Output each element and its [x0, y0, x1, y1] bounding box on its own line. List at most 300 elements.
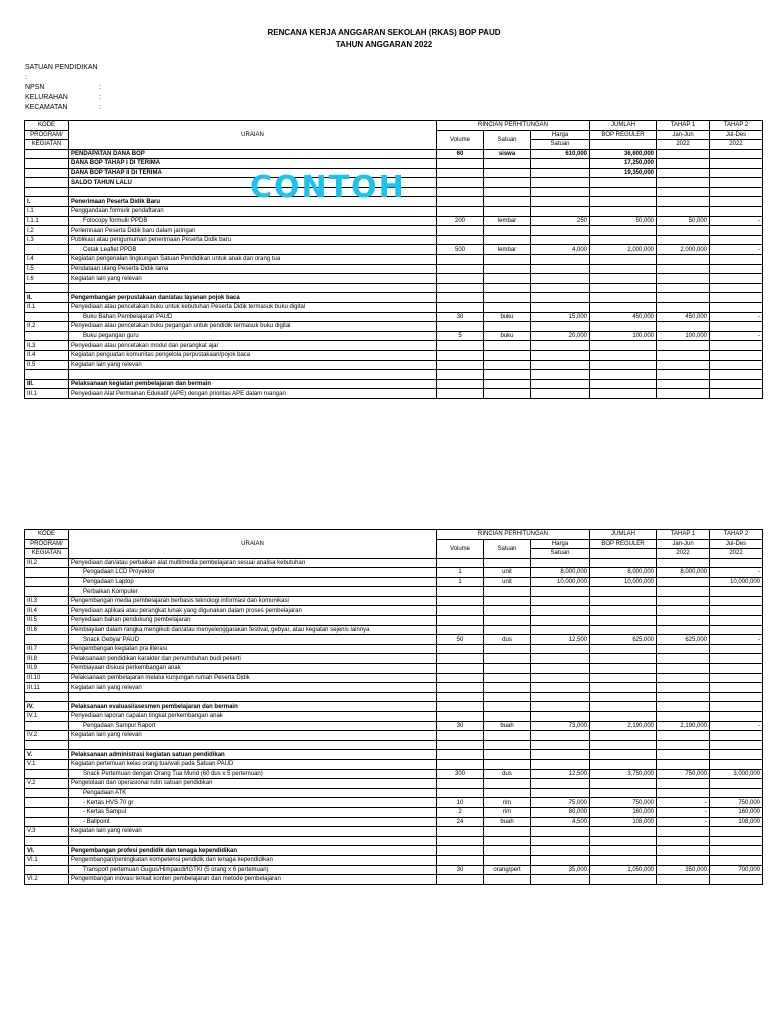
cell-tahap1 — [657, 779, 710, 789]
cell-tahap2 — [710, 264, 763, 274]
cell-uraian: Pengembangan kegiatan pra literasi — [69, 644, 437, 654]
cell-harga — [531, 683, 590, 693]
cell-volume — [437, 587, 484, 597]
cell-tahap1 — [657, 875, 710, 885]
cell-tahap1 — [657, 207, 710, 217]
cell-jumlah — [590, 779, 657, 789]
cell-tahap1: 450,000 — [657, 312, 710, 322]
cell-harga — [531, 226, 590, 236]
table-row — [25, 721, 763, 731]
table-row — [25, 360, 763, 370]
cell-volume — [437, 341, 484, 351]
table-row — [25, 865, 763, 875]
cell-jumlah — [590, 596, 657, 606]
cell-kode: V. — [25, 750, 69, 760]
cell-tahap2 — [710, 187, 763, 197]
cell-uraian: Penyediaan laporan capaian tingkat perkembangan anak — [69, 712, 437, 722]
table-row — [25, 731, 763, 741]
cell-uraian: Penyediaan atau pencetakan buku untuk kebutuhan Peserta Didik termasuk buku digital — [69, 303, 437, 313]
cell-jumlah: 108,000 — [590, 817, 657, 827]
header-tahap1: TAHAP 1 — [657, 121, 710, 131]
cell-satuan — [484, 625, 531, 635]
cell-volume: 2 — [437, 807, 484, 817]
cell-tahap1 — [657, 692, 710, 702]
cell-tahap2 — [710, 207, 763, 217]
cell-volume: 30 — [437, 865, 484, 875]
cell-jumlah: 3,750,000 — [590, 769, 657, 779]
table-row — [25, 149, 763, 159]
cell-tahap1: 8,000,000 — [657, 568, 710, 578]
cell-tahap1 — [657, 750, 710, 760]
cell-jumlah — [590, 616, 657, 626]
cell-volume — [437, 750, 484, 760]
cell-satuan — [484, 673, 531, 683]
cell-kode — [25, 692, 69, 702]
cell-jumlah — [590, 207, 657, 217]
cell-jumlah: 8,000,000 — [590, 568, 657, 578]
table-row — [25, 235, 763, 245]
cell-tahap2 — [710, 788, 763, 798]
cell-jumlah — [590, 702, 657, 712]
cell-tahap2: - — [710, 635, 763, 645]
cell-kode — [25, 312, 69, 322]
cell-tahap1 — [657, 322, 710, 332]
cell-harga: 250 — [531, 216, 590, 226]
cell-harga — [531, 379, 590, 389]
cell-tahap2 — [710, 616, 763, 626]
cell-jumlah — [590, 264, 657, 274]
cell-satuan — [484, 197, 531, 207]
cell-jumlah: 19,350,000 — [590, 168, 657, 178]
cell-volume: 24 — [437, 817, 484, 827]
cell-tahap2: 750,000 — [710, 798, 763, 808]
cell-tahap2: - — [710, 331, 763, 341]
cell-uraian: Kegiatan lain yang relevan — [69, 683, 437, 693]
table-row — [25, 245, 763, 255]
cell-uraian: DANA BOP TAHAP I DI TERIMA — [69, 159, 437, 169]
cell-tahap2 — [710, 178, 763, 188]
cell-volume — [437, 875, 484, 885]
cell-kode: I. — [25, 197, 69, 207]
cell-uraian: - Kertas HVS 70 gr — [69, 798, 437, 808]
cell-satuan: lembar — [484, 216, 531, 226]
cell-harga — [531, 673, 590, 683]
cell-jumlah — [590, 178, 657, 188]
cell-uraian: Pembiayaan dalam rangka mengikuti dan/atau menyelenggarakan festival, gebyar, atau kegiatan sejenis lainnya — [69, 625, 437, 635]
cell-kode: I.5 — [25, 264, 69, 274]
cell-tahap1 — [657, 197, 710, 207]
cell-tahap1 — [657, 712, 710, 722]
cell-tahap2 — [710, 197, 763, 207]
cell-uraian: Pelaksanaan pendidikan karakter dan penumbuhan budi pekerti — [69, 654, 437, 664]
cell-tahap1 — [657, 264, 710, 274]
cell-kode — [25, 817, 69, 827]
cell-harga — [531, 759, 590, 769]
cell-jumlah — [590, 226, 657, 236]
cell-tahap2: 3,000,000 — [710, 769, 763, 779]
cell-tahap1 — [657, 159, 710, 169]
cell-harga — [531, 836, 590, 846]
cell-kode — [25, 568, 69, 578]
cell-harga — [531, 264, 590, 274]
cell-harga — [531, 702, 590, 712]
cell-kode — [25, 788, 69, 798]
cell-satuan — [484, 875, 531, 885]
table-row — [25, 558, 763, 568]
cell-satuan — [484, 370, 531, 380]
cell-tahap2 — [710, 389, 763, 399]
cell-volume — [437, 350, 484, 360]
cell-satuan: buku — [484, 331, 531, 341]
cell-harga — [531, 370, 590, 380]
cell-harga: 10,000,000 — [531, 577, 590, 587]
meta-kecamatan: KECAMATAN : — [25, 104, 101, 111]
cell-tahap2 — [710, 168, 763, 178]
cell-volume: 300 — [437, 769, 484, 779]
cell-tahap2 — [710, 350, 763, 360]
cell-tahap1 — [657, 616, 710, 626]
cell-kode — [25, 865, 69, 875]
cell-tahap2 — [710, 370, 763, 380]
table-row — [25, 836, 763, 846]
table-row — [25, 740, 763, 750]
table-row — [25, 875, 763, 885]
cell-tahap1 — [657, 255, 710, 265]
cell-volume — [437, 168, 484, 178]
cell-harga — [531, 616, 590, 626]
cell-tahap1 — [657, 788, 710, 798]
cell-tahap2 — [710, 673, 763, 683]
cell-tahap2 — [710, 664, 763, 674]
header-kode: KODE — [25, 530, 69, 540]
cell-volume — [437, 788, 484, 798]
cell-uraian: Pelaksanaan kegiatan pembelajaran dan bermain — [69, 379, 437, 389]
cell-harga: 35,000 — [531, 865, 590, 875]
cell-volume — [437, 370, 484, 380]
cell-harga — [531, 654, 590, 664]
cell-jumlah: 2,190,000 — [590, 721, 657, 731]
cell-kode: II. — [25, 293, 69, 303]
cell-satuan — [484, 303, 531, 313]
cell-harga — [531, 283, 590, 293]
cell-tahap2: - — [710, 216, 763, 226]
cell-harga: 4,000 — [531, 245, 590, 255]
cell-tahap1 — [657, 587, 710, 597]
cell-tahap1 — [657, 664, 710, 674]
header-jumlah: JUMLAH — [590, 121, 657, 131]
cell-volume — [437, 827, 484, 837]
cell-uraian: Kegiatan penguatan komunitas pengelola perpustakaan/pojok baca — [69, 350, 437, 360]
cell-volume: 60 — [437, 149, 484, 159]
table-row — [25, 644, 763, 654]
table-row — [25, 606, 763, 616]
cell-harga: 75,000 — [531, 798, 590, 808]
cell-volume: 5 — [437, 331, 484, 341]
cell-satuan — [484, 159, 531, 169]
cell-volume — [437, 779, 484, 789]
cell-volume — [437, 274, 484, 284]
cell-satuan — [484, 683, 531, 693]
cell-satuan: buah — [484, 817, 531, 827]
table-row — [25, 635, 763, 645]
cell-tahap2 — [710, 149, 763, 159]
cell-tahap1 — [657, 341, 710, 351]
cell-jumlah — [590, 731, 657, 741]
cell-satuan — [484, 264, 531, 274]
cell-volume: 1 — [437, 577, 484, 587]
cell-kode — [25, 798, 69, 808]
cell-satuan — [484, 379, 531, 389]
cell-harga — [531, 303, 590, 313]
table-row — [25, 855, 763, 865]
cell-jumlah — [590, 293, 657, 303]
cell-tahap2 — [710, 654, 763, 664]
cell-satuan — [484, 846, 531, 856]
cell-jumlah: 2,000,000 — [590, 245, 657, 255]
cell-volume — [437, 178, 484, 188]
cell-satuan — [484, 168, 531, 178]
table-row — [25, 331, 763, 341]
table-row — [25, 577, 763, 587]
cell-kode: II.5 — [25, 360, 69, 370]
cell-volume — [437, 664, 484, 674]
cell-jumlah — [590, 740, 657, 750]
cell-jumlah — [590, 625, 657, 635]
cell-jumlah: 450,000 — [590, 312, 657, 322]
cell-tahap2 — [710, 644, 763, 654]
cell-harga — [531, 322, 590, 332]
cell-harga — [531, 168, 590, 178]
cell-satuan — [484, 855, 531, 865]
header-tahap2: TAHAP 2 — [710, 530, 763, 540]
cell-tahap2 — [710, 255, 763, 265]
cell-uraian: Pengembangan/peningkatan kompetensi pendidik dan tenaga kependidikan — [69, 855, 437, 865]
cell-jumlah — [590, 379, 657, 389]
cell-tahap2: 160,000 — [710, 807, 763, 817]
cell-tahap1: 2,190,000 — [657, 721, 710, 731]
cell-kode: I.6 — [25, 274, 69, 284]
cell-satuan — [484, 664, 531, 674]
cell-harga — [531, 558, 590, 568]
cell-jumlah — [590, 846, 657, 856]
cell-uraian — [69, 370, 437, 380]
cell-kode: III.5 — [25, 616, 69, 626]
header-satuan: Satuan — [484, 130, 531, 149]
table-row — [25, 303, 763, 313]
identity-block — [25, 63, 101, 113]
cell-kode: III.10 — [25, 673, 69, 683]
cell-satuan — [484, 178, 531, 188]
cell-tahap1 — [657, 644, 710, 654]
table-row — [25, 587, 763, 597]
cell-kode — [25, 769, 69, 779]
cell-jumlah — [590, 759, 657, 769]
cell-kode: IV.1 — [25, 712, 69, 722]
cell-tahap2: 700,000 — [710, 865, 763, 875]
cell-kode: II.3 — [25, 341, 69, 351]
cell-kode: V.3 — [25, 827, 69, 837]
table-row — [25, 625, 763, 635]
cell-kode: III.8 — [25, 654, 69, 664]
cell-kode — [25, 245, 69, 255]
cell-jumlah — [590, 654, 657, 664]
cell-tahap1 — [657, 370, 710, 380]
cell-harga — [531, 197, 590, 207]
cell-tahap1 — [657, 360, 710, 370]
table-row — [25, 255, 763, 265]
cell-volume — [437, 692, 484, 702]
cell-harga — [531, 625, 590, 635]
table-row — [25, 683, 763, 693]
cell-kode — [25, 587, 69, 597]
table-row — [25, 750, 763, 760]
cell-satuan — [484, 207, 531, 217]
cell-kode: III.4 — [25, 606, 69, 616]
table-row — [25, 350, 763, 360]
cell-harga — [531, 606, 590, 616]
cell-uraian: Pengembangan media pembelajaran berbasis teknologi informasi dan komunikasi — [69, 596, 437, 606]
cell-satuan: unit — [484, 577, 531, 587]
cell-tahap2 — [710, 293, 763, 303]
cell-volume: 30 — [437, 312, 484, 322]
cell-harga — [531, 255, 590, 265]
header-rincian: RINCIAN PERHITUNGAN — [437, 121, 590, 131]
cell-kode: I.1 — [25, 207, 69, 217]
cell-tahap2 — [710, 750, 763, 760]
cell-volume — [437, 836, 484, 846]
cell-jumlah — [590, 836, 657, 846]
cell-volume — [437, 360, 484, 370]
cell-volume — [437, 625, 484, 635]
cell-jumlah — [590, 644, 657, 654]
cell-jumlah — [590, 322, 657, 332]
cell-harga — [531, 779, 590, 789]
cell-satuan: lembar — [484, 245, 531, 255]
cell-tahap1 — [657, 558, 710, 568]
cell-uraian: Penyediaan bahan pendukung pembelajaran — [69, 616, 437, 626]
cell-satuan — [484, 587, 531, 597]
cell-volume — [437, 187, 484, 197]
cell-harga — [531, 664, 590, 674]
cell-kode — [25, 836, 69, 846]
cell-volume — [437, 283, 484, 293]
cell-jumlah: 10,000,000 — [590, 577, 657, 587]
cell-jumlah — [590, 303, 657, 313]
cell-harga — [531, 178, 590, 188]
cell-jumlah — [590, 788, 657, 798]
cell-satuan — [484, 740, 531, 750]
cell-tahap2 — [710, 303, 763, 313]
cell-tahap1: 100,000 — [657, 331, 710, 341]
cell-kode — [25, 635, 69, 645]
cell-harga — [531, 731, 590, 741]
cell-volume — [437, 207, 484, 217]
cell-volume: 10 — [437, 798, 484, 808]
cell-tahap1: 350,000 — [657, 865, 710, 875]
cell-jumlah — [590, 389, 657, 399]
cell-uraian: Publikasi atau pengumuman penerimaan Peserta Didik baru — [69, 235, 437, 245]
cell-harga: 610,000 — [531, 149, 590, 159]
table-row — [25, 798, 763, 808]
cell-tahap1 — [657, 702, 710, 712]
cell-uraian: Pengembangan inovasi terkait konten pembelajaran dan metode pembelajaran — [69, 875, 437, 885]
header-uraian: URAIAN — [69, 121, 437, 150]
cell-harga — [531, 587, 590, 597]
watermark-contoh: CONTOH — [250, 170, 406, 205]
cell-satuan — [484, 322, 531, 332]
cell-satuan — [484, 283, 531, 293]
cell-jumlah: 50,000 — [590, 216, 657, 226]
meta-satuan: SATUAN PENDIDIKAN : — [25, 64, 98, 81]
cell-tahap1 — [657, 683, 710, 693]
cell-uraian: PENDAPATAN DANA BOP — [69, 149, 437, 159]
cell-tahap1 — [657, 625, 710, 635]
cell-uraian: Pengembangan perpustakaan dan/atau layanan pojok baca — [69, 293, 437, 303]
cell-volume — [437, 740, 484, 750]
cell-kode: II.2 — [25, 322, 69, 332]
cell-tahap1: 625,000 — [657, 635, 710, 645]
cell-satuan — [484, 836, 531, 846]
cell-harga — [531, 350, 590, 360]
table-row — [25, 293, 763, 303]
cell-satuan — [484, 779, 531, 789]
cell-tahap2 — [710, 692, 763, 702]
cell-tahap1 — [657, 178, 710, 188]
cell-kode: I.3 — [25, 235, 69, 245]
cell-tahap1 — [657, 389, 710, 399]
cell-harga — [531, 235, 590, 245]
cell-uraian: - Ballpoint — [69, 817, 437, 827]
table-row — [25, 264, 763, 274]
cell-jumlah: 36,600,000 — [590, 149, 657, 159]
header-satuan: Satuan — [484, 539, 531, 558]
cell-satuan: unit — [484, 568, 531, 578]
cell-satuan — [484, 750, 531, 760]
table-row — [25, 312, 763, 322]
cell-jumlah: 100,000 — [590, 331, 657, 341]
cell-satuan — [484, 788, 531, 798]
cell-satuan — [484, 654, 531, 664]
cell-uraian: Penerimaan Peserta Didik Baru — [69, 197, 437, 207]
cell-kode — [25, 807, 69, 817]
cell-uraian: Penyediaan Alat Permainan Edukatif (APE) dengan prioritas APE dalam ruangan — [69, 389, 437, 399]
cell-tahap2 — [710, 740, 763, 750]
cell-tahap2: - — [710, 312, 763, 322]
table-row — [25, 846, 763, 856]
cell-harga — [531, 712, 590, 722]
meta-kelurahan: KELURAHAN : — [25, 94, 101, 101]
cell-harga — [531, 846, 590, 856]
cell-tahap1 — [657, 577, 710, 587]
cell-kode: III.3 — [25, 596, 69, 606]
cell-harga — [531, 389, 590, 399]
cell-jumlah — [590, 255, 657, 265]
cell-tahap2 — [710, 159, 763, 169]
cell-uraian — [69, 283, 437, 293]
cell-jumlah — [590, 360, 657, 370]
cell-tahap1 — [657, 149, 710, 159]
cell-tahap2 — [710, 712, 763, 722]
table-body — [25, 558, 763, 884]
cell-kode: II.4 — [25, 350, 69, 360]
cell-satuan — [484, 350, 531, 360]
cell-kode — [25, 721, 69, 731]
cell-jumlah — [590, 673, 657, 683]
cell-uraian: Pelaksanaan evaluasi/asesmen pembelajaran dan bermain — [69, 702, 437, 712]
cell-tahap1 — [657, 379, 710, 389]
cell-tahap2 — [710, 779, 763, 789]
cell-tahap1: 50,000 — [657, 216, 710, 226]
